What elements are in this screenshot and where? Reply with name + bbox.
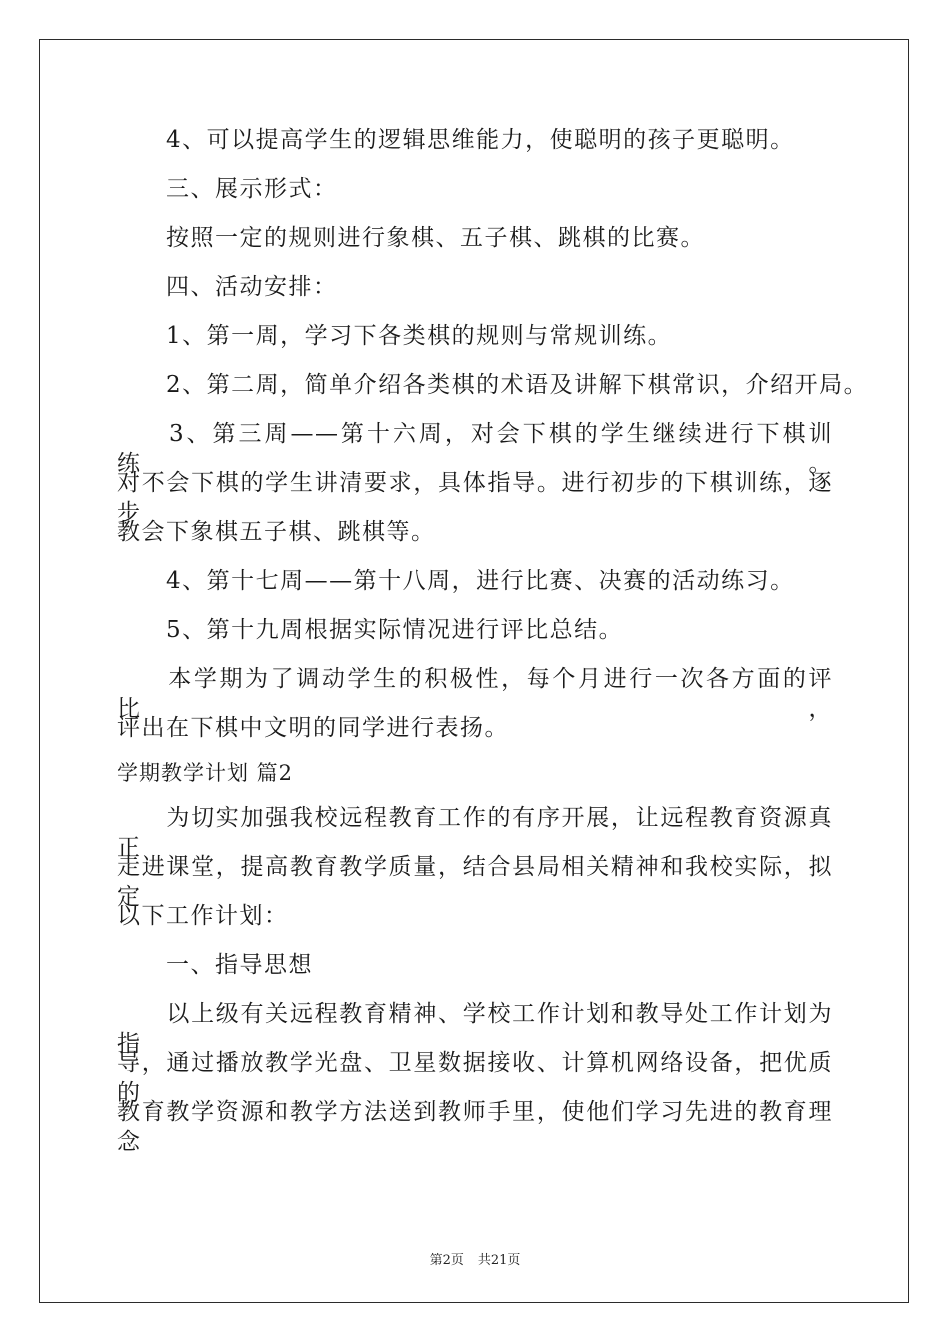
list-item: 4、第十七周——第十八周，进行比赛、决赛的活动练习。 [117,568,795,594]
section-heading: 四、活动安排： [117,274,338,300]
section-heading: 一、指导思想 [117,952,313,978]
page-number: 第2页 [429,1253,464,1268]
paragraph-line: 4、可以提高学生的逻辑思维能力，使聪明的孩子更聪明。 [117,127,795,153]
paragraph-line: 教育教学资源和教学方法送到教师手里，使他们学习先进的教育理念 [117,1099,833,1155]
paragraph-line: 对不会下棋的学生讲清要求，具体指导。进行初步的下棋训练，逐步 [117,470,833,526]
paragraph-line: 按照一定的规则进行象棋、五子棋、跳棋的比赛。 [117,225,705,251]
paragraph-line: 教会下象棋五子棋、跳棋等。 [117,519,436,545]
document-body [117,125,869,1155]
list-item: 2、第二周，简单介绍各类棋的术语及讲解下棋常识，介绍开局。 [117,372,869,398]
paragraph-line: 走进课堂，提高教育教学质量，结合县局相关精神和我校实际，拟定 [117,854,833,910]
paragraph-line: 以上级有关远程教育精神、学校工作计划和教导处工作计划为指 [117,1001,833,1057]
paragraph-line: 以下工作计划： [117,903,289,929]
list-item: 5、第十九周根据实际情况进行评比总结。 [117,617,624,643]
page-footer [0,1249,950,1268]
paragraph-line: 评出在下棋中文明的同学进行表扬。 [117,715,509,741]
list-item: 1、第一周，学习下各类棋的规则与常规训练。 [117,323,673,349]
article-heading: 学期教学计划 篇2 [117,761,294,785]
section-heading: 三、展示形式： [117,176,338,202]
list-item: 3、第三周——第十六周，对会下棋的学生继续进行下棋训练。 [117,421,833,477]
paragraph-line: 本学期为了调动学生的积极性，每个月进行一次各方面的评比， [117,666,833,722]
paragraph-line: 导，通过播放教学光盘、卫星数据接收、计算机网络设备，把优质的 [117,1050,833,1106]
paragraph-line: 为切实加强我校远程教育工作的有序开展，让远程教育资源真正 [117,805,833,861]
page-total: 共21页 [477,1253,521,1268]
